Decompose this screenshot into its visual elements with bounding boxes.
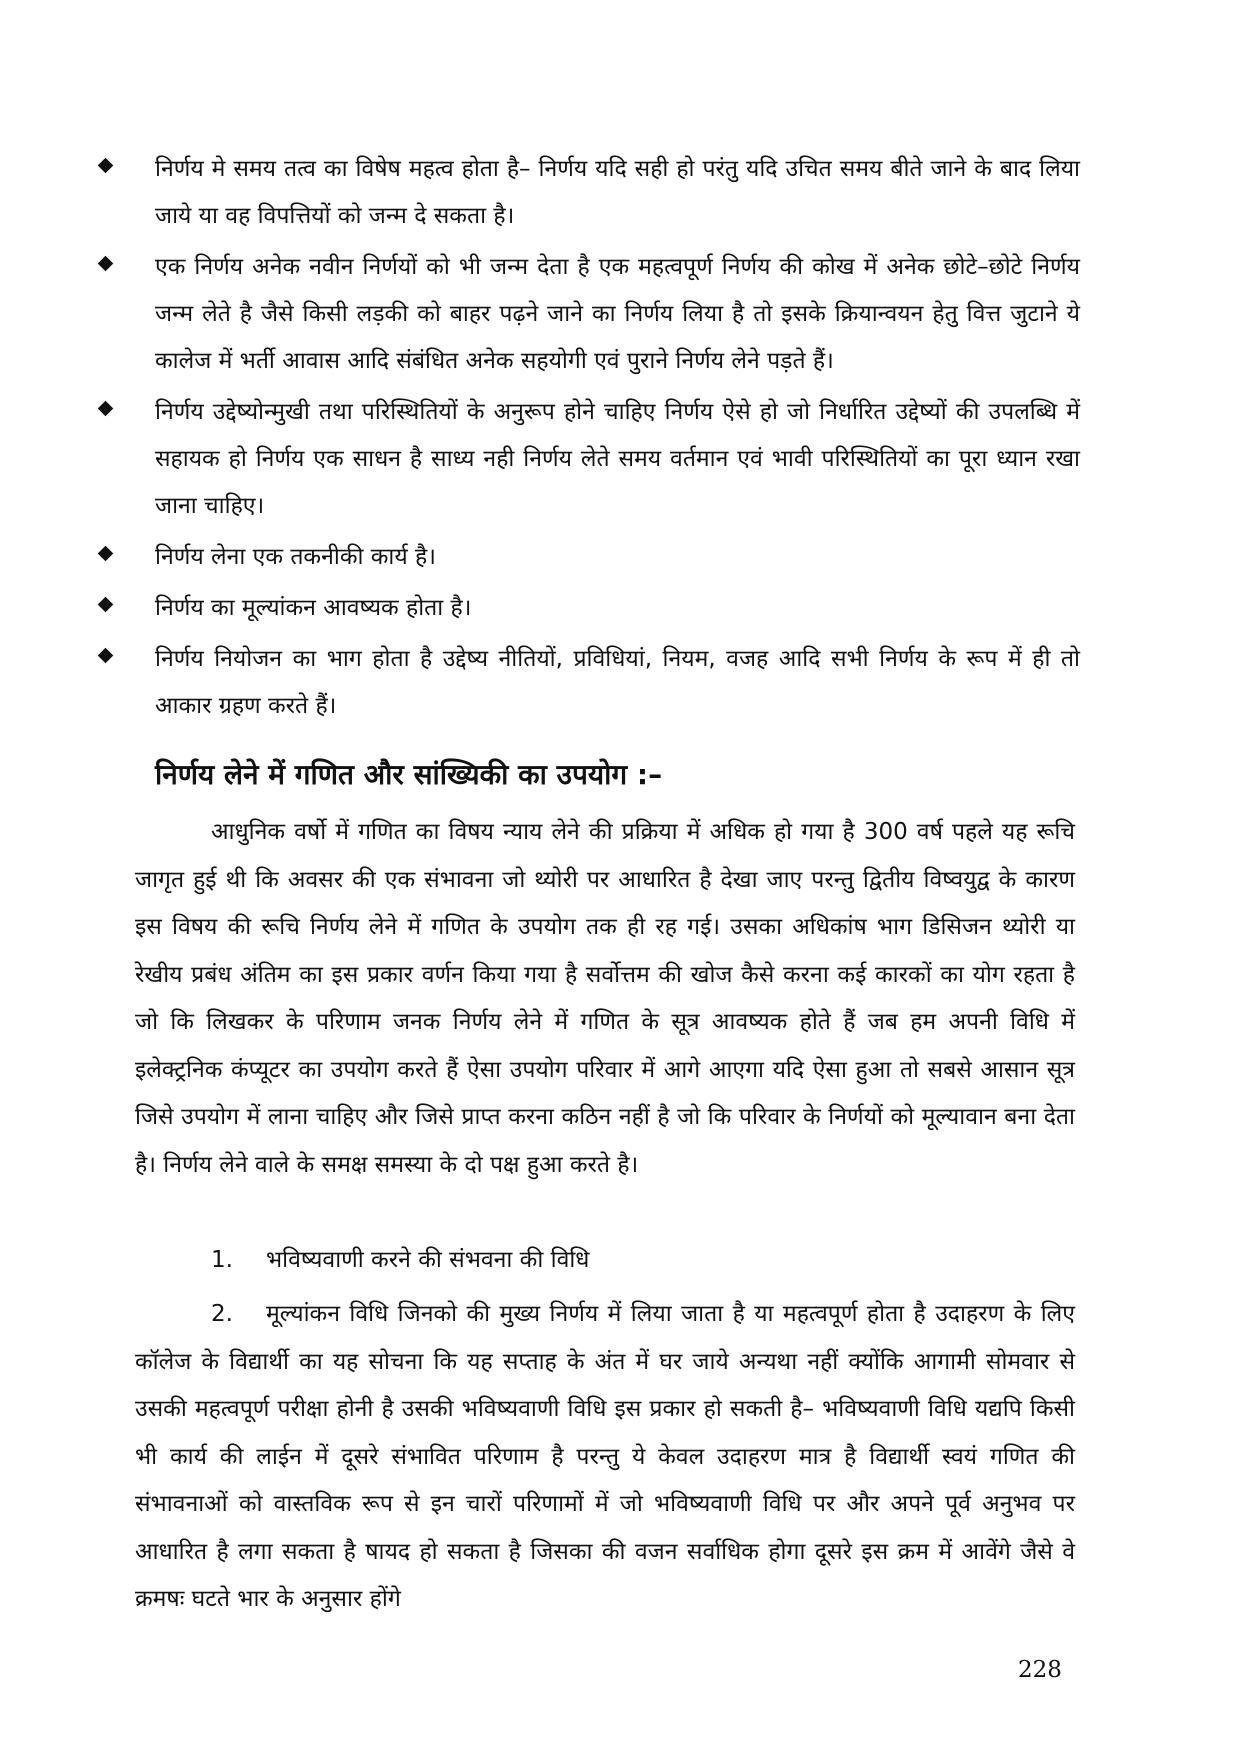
bullet-text: निर्णय का मूल्यांकन आवष्यक होता है। bbox=[155, 595, 472, 621]
item-text: मूल्यांकन विधि जिनको की मुख्य निर्णय में लिया जाता है या महत्वपूर्ण होता है उदाहरण के लिए कॉलेज के विद्यार्थी का यह सोचना कि यह सप्ताह के अंत में घर जाये अन्यथा नहीं क्योंकि आगामी सोमवार से उसकी महत्वपूर्ण परीक्षा होनी है उसकी भविष्यवाणी विधि इस प्रकार हो सकती है– भविष्यवाणी विधि यद्यपि किसी भी कार्य की लाईन में दूसरे संभावित परिणाम है परन्तु ये केवल उदाहरण मात्र है विद्यार्थी स्वयं गणित की संभावनाओं को वास्तविक रूप से इन चारों परिणामों में जो भविष्यवाणी विधि पर और अपने पूर्व अनुभव पर आधारित है लगा सकता है षायद हो सकता है जिसका की वजन सर्वाधिक होगा दूसरे इस क्रम में आवेंगे जैसे वे क्रमषः घटते भार के अनुसार होंगे bbox=[135, 1301, 1075, 1612]
bullet-text: निर्णय मे समय तत्व का विषेष महत्व होता है– निर्णय यदि सही हो परंतु यदि उचित समय बीते जाने के बाद लिया जाये या वह विपत्तियों को जन्म दे सकता है। bbox=[155, 156, 1080, 229]
item-number: 1. bbox=[211, 1247, 233, 1273]
bullet-item bbox=[100, 146, 1080, 240]
bullet-item bbox=[100, 585, 1080, 632]
bullet-text: निर्णय लेना एक तकनीकी कार्य है। bbox=[155, 544, 436, 570]
bullet-item bbox=[100, 244, 1080, 385]
diamond-bullet-icon bbox=[98, 597, 114, 613]
page-number: 228 bbox=[1018, 1657, 1062, 1683]
item-text: भविष्यवाणी करने की संभवना की विधि bbox=[266, 1247, 590, 1273]
bullet-item bbox=[100, 534, 1080, 581]
numbered-item-2 bbox=[135, 1291, 1075, 1624]
diamond-bullet-icon bbox=[98, 648, 114, 664]
diamond-bullet-icon bbox=[98, 256, 114, 272]
bullet-text: निर्णय उद्देष्योन्मुखी तथा परिस्थितियों के अनुरूप होने चाहिए निर्णय ऐसे हो जो निर्धारित उद्देष्यों की उपलब्धि में सहायक हो निर्णय एक साधन है साध्य नही निर्णय लेते समय वर्तमान एवं भावी परिस्थितियों का पूरा ध्यान रखा जाना चाहिए। bbox=[155, 399, 1080, 519]
section-heading: निर्णय लेने में गणित और सांख्यिकी का उपयोग :– bbox=[155, 758, 663, 791]
bullet-text: एक निर्णय अनेक नवीन निर्णयों को भी जन्म देता है एक महत्वपूर्ण निर्णय की कोख में अनेक छोटे–छोटे निर्णय जन्म लेते है जैसे किसी लड़की को बाहर पढ़ने जाने का निर्णय लिया है तो इसके क्रियान्वयन हेतु वित्त जुटाने ये कालेज में भर्ती आवास आदि संबंधित अनेक सहयोगी एवं पुराने निर्णय लेने पड़ते हैं। bbox=[155, 254, 1080, 374]
diamond-bullet-icon bbox=[98, 158, 114, 174]
diamond-bullet-icon bbox=[98, 401, 114, 417]
bullet-text: निर्णय नियोजन का भाग होता है उद्देष्य नीतियों, प्रविधियां, नियम, वजह आदि सभी निर्णय के रूप में ही तो आकार ग्रहण करते हैं। bbox=[155, 646, 1080, 719]
bullet-item bbox=[100, 636, 1080, 730]
diamond-bullet-icon bbox=[98, 546, 114, 562]
body-paragraph: आधुनिक वर्षो में गणित का विषय न्याय लेने की प्रक्रिया में अधिक हो गया है 300 वर्ष पहले यह रूचि जागृत हुई थी कि अवसर की एक संभावना जो थ्योरी पर आधारित है देखा जाए परन्तु द्वितीय विष्वयुद्व के कारण इस विषय की रूचि निर्णय लेने में गणित के उपयोग तक ही रह गई। उसका अधिकांष भाग डिसिजन थ्योरी या रेखीय प्रबंध अंतिम का इस प्रकार वर्णन किया गया है सर्वोत्तम की खोज कैसे करना कई कारकों का योग रहता है जो कि लिखकर के परिणाम जनक निर्णय लेने में गणित के सूत्र आवष्यक होते हैं जब हम अपनी विधि में इलेक्ट्रनिक कंप्यूटर का उपयोग करते हैं ऐसा उपयोग परिवार में आगे आएगा यदि ऐसा हुआ तो सबसे आसान सूत्र जिसे उपयोग में लाना चाहिए और जिसे प्राप्त करना कठिन नहीं है जो कि परिवार के निर्णयों को मूल्यावान बना देता है। निर्णय लेने वाले के समक्ष समस्या के दो पक्ष हुआ करते है। bbox=[135, 819, 1075, 1178]
bullet-item bbox=[100, 389, 1080, 530]
bullet-list bbox=[100, 146, 1080, 734]
item-number: 2. bbox=[211, 1301, 233, 1327]
numbered-item-1 bbox=[211, 1240, 589, 1280]
